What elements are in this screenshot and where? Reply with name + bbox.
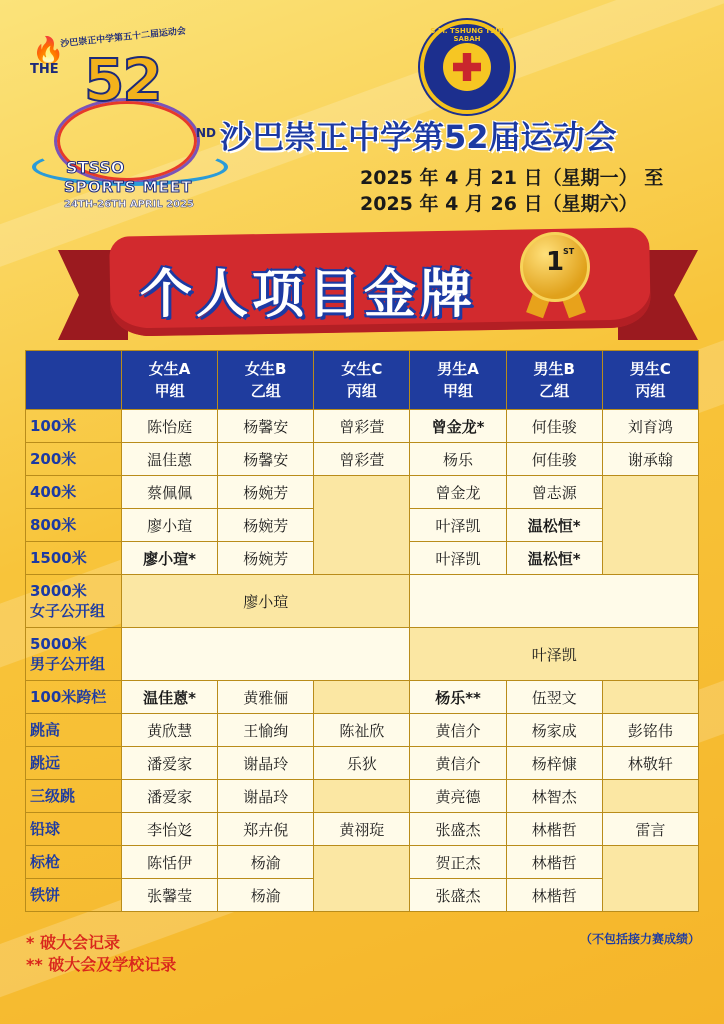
winner-cell: 蔡佩佩	[122, 476, 218, 509]
empty-cell	[602, 681, 698, 714]
event-label: 三级跳	[26, 780, 122, 813]
winner-cell: 廖小瑄	[122, 575, 410, 628]
winner-cell: 林楷哲	[506, 879, 602, 912]
logo-brand: STSSO	[66, 158, 125, 177]
empty-cell	[602, 476, 698, 575]
winner-cell: 郑卉倪	[218, 813, 314, 846]
event-label: 100米	[26, 410, 122, 443]
event-label: 标枪	[26, 846, 122, 879]
winner-cell: 黄亮德	[410, 780, 506, 813]
winner-cell: 何佳骏	[506, 410, 602, 443]
winner-cell: 林楷哲	[506, 846, 602, 879]
winner-cell: 张盛杰	[410, 813, 506, 846]
gold-medal-table	[25, 350, 699, 912]
empty-cell	[602, 780, 698, 813]
winner-cell: 黄雅俪	[218, 681, 314, 714]
header-corner	[26, 351, 122, 410]
event-label: 铅球	[26, 813, 122, 846]
winner-cell: 杨乐**	[410, 681, 506, 714]
winner-cell: 谢承翰	[602, 443, 698, 476]
winner-cell: 温佳蒽	[122, 443, 218, 476]
event-label: 100米跨栏	[26, 681, 122, 714]
empty-cell	[314, 476, 410, 575]
column-header: 男生B 乙组	[506, 351, 602, 410]
medal-suffix: ST	[563, 247, 575, 256]
meet-record-note: * 破大会记录	[26, 933, 120, 952]
winner-cell: 杨馨安	[218, 410, 314, 443]
gold-medal-icon	[520, 232, 590, 302]
table-row	[26, 575, 699, 628]
winner-cell: 廖小瑄*	[122, 542, 218, 575]
empty-cell	[602, 846, 698, 912]
table-header-row	[26, 351, 699, 410]
table-row	[26, 714, 699, 747]
relay-exclusion-note: （不包括接力赛成绩）	[579, 932, 700, 946]
empty-cell	[314, 846, 410, 912]
table-row	[26, 628, 699, 681]
logo-dates: 24TH-26TH APRIL 2025	[64, 199, 195, 210]
winner-cell: 杨梓慷	[506, 747, 602, 780]
winner-cell: 杨渝	[218, 846, 314, 879]
winner-cell: 杨乐	[410, 443, 506, 476]
empty-cell	[410, 575, 699, 628]
event-label: 跳远	[26, 747, 122, 780]
winner-cell: 陈祉欣	[314, 714, 410, 747]
winner-cell: 谢晶玲	[218, 747, 314, 780]
page-title: 沙巴崇正中学第52届运动会	[220, 118, 617, 156]
table-row	[26, 846, 699, 879]
winner-cell: 陈怡庭	[122, 410, 218, 443]
winner-cell: 陈恬伊	[122, 846, 218, 879]
column-header: 女生A 甲组	[122, 351, 218, 410]
winner-cell: 黄信介	[410, 747, 506, 780]
winner-cell: 叶泽凯	[410, 628, 699, 681]
winner-cell: 叶泽凯	[410, 509, 506, 542]
winner-cell: 伍翌文	[506, 681, 602, 714]
winner-cell: 温松恒*	[506, 509, 602, 542]
winner-cell: 曾金龙*	[410, 410, 506, 443]
winner-cell: 乐狄	[314, 747, 410, 780]
column-header: 女生B 乙组	[218, 351, 314, 410]
winner-cell: 杨家成	[506, 714, 602, 747]
winner-cell: 林智杰	[506, 780, 602, 813]
table-row	[26, 681, 699, 714]
winner-cell: 张馨莹	[122, 879, 218, 912]
winner-cell: 曾金龙	[410, 476, 506, 509]
winner-cell: 杨婉芳	[218, 509, 314, 542]
winner-cell: 杨婉芳	[218, 542, 314, 575]
winner-cell: 叶泽凯	[410, 542, 506, 575]
event-label: 跳高	[26, 714, 122, 747]
badge-text: S.M. TSHUNG TSIN SABAH	[430, 27, 504, 43]
winner-cell: 何佳骏	[506, 443, 602, 476]
empty-cell	[314, 681, 410, 714]
column-header: 男生A 甲组	[410, 351, 506, 410]
empty-cell	[122, 628, 410, 681]
winner-cell: 黄祤琁	[314, 813, 410, 846]
winner-cell: 贺正杰	[410, 846, 506, 879]
winner-cell: 温佳蒽*	[122, 681, 218, 714]
winner-cell: 刘育鸿	[602, 410, 698, 443]
table-row	[26, 476, 699, 509]
date-range-start: 2025 年 4 月 21 日（星期一） 至	[360, 167, 664, 189]
table-row	[26, 410, 699, 443]
meet-school-record-note: ** 破大会及学校记录	[26, 955, 177, 974]
winner-cell: 林楷哲	[506, 813, 602, 846]
event-label: 5000米 男子公开组	[26, 628, 122, 681]
winner-cell: 张盛杰	[410, 879, 506, 912]
winner-cell: 潘爱家	[122, 780, 218, 813]
winner-cell: 谢晶玲	[218, 780, 314, 813]
school-badge	[420, 20, 514, 114]
empty-cell	[314, 780, 410, 813]
winner-cell: 廖小瑄	[122, 509, 218, 542]
winner-cell: 雷言	[602, 813, 698, 846]
winner-cell: 温松恒*	[506, 542, 602, 575]
table-row	[26, 747, 699, 780]
logo-the-text: THE	[30, 62, 59, 77]
winner-cell: 王愉绚	[218, 714, 314, 747]
logo-arc-text: 沙巴崇正中学第五十二届运动会	[59, 26, 187, 50]
winner-cell: 杨渝	[218, 879, 314, 912]
table-row	[26, 780, 699, 813]
logo-suffix: ND	[196, 126, 217, 140]
winner-cell: 彭铭伟	[602, 714, 698, 747]
logo-name: SPORTS MEET	[64, 178, 193, 196]
date-range-end: 2025 年 4 月 26 日（星期六）	[360, 193, 638, 215]
logo-number: 52	[84, 46, 161, 114]
banner-title: 个人项目金牌	[140, 265, 477, 325]
event-label: 200米	[26, 443, 122, 476]
winner-cell: 杨馨安	[218, 443, 314, 476]
event-label: 3000米 女子公开组	[26, 575, 122, 628]
event-label: 1500米	[26, 542, 122, 575]
event-label: 800米	[26, 509, 122, 542]
medal-number: 1	[545, 247, 565, 277]
winner-cell: 曾彩萱	[314, 410, 410, 443]
event-label: 400米	[26, 476, 122, 509]
column-header: 男生C 丙组	[602, 351, 698, 410]
event-label: 铁饼	[26, 879, 122, 912]
winner-cell: 杨婉芳	[218, 476, 314, 509]
sports-meet-logo	[22, 28, 222, 218]
winner-cell: 潘爱家	[122, 747, 218, 780]
winner-cell: 李怡彣	[122, 813, 218, 846]
winner-cell: 黄欣慧	[122, 714, 218, 747]
winner-cell: 曾彩萱	[314, 443, 410, 476]
winner-cell: 林敬轩	[602, 747, 698, 780]
table-row	[26, 813, 699, 846]
column-header: 女生C 丙组	[314, 351, 410, 410]
winner-cell: 黄信介	[410, 714, 506, 747]
table-row	[26, 443, 699, 476]
torch-flame-icon: 🔥	[32, 36, 65, 66]
winner-cell: 曾志源	[506, 476, 602, 509]
